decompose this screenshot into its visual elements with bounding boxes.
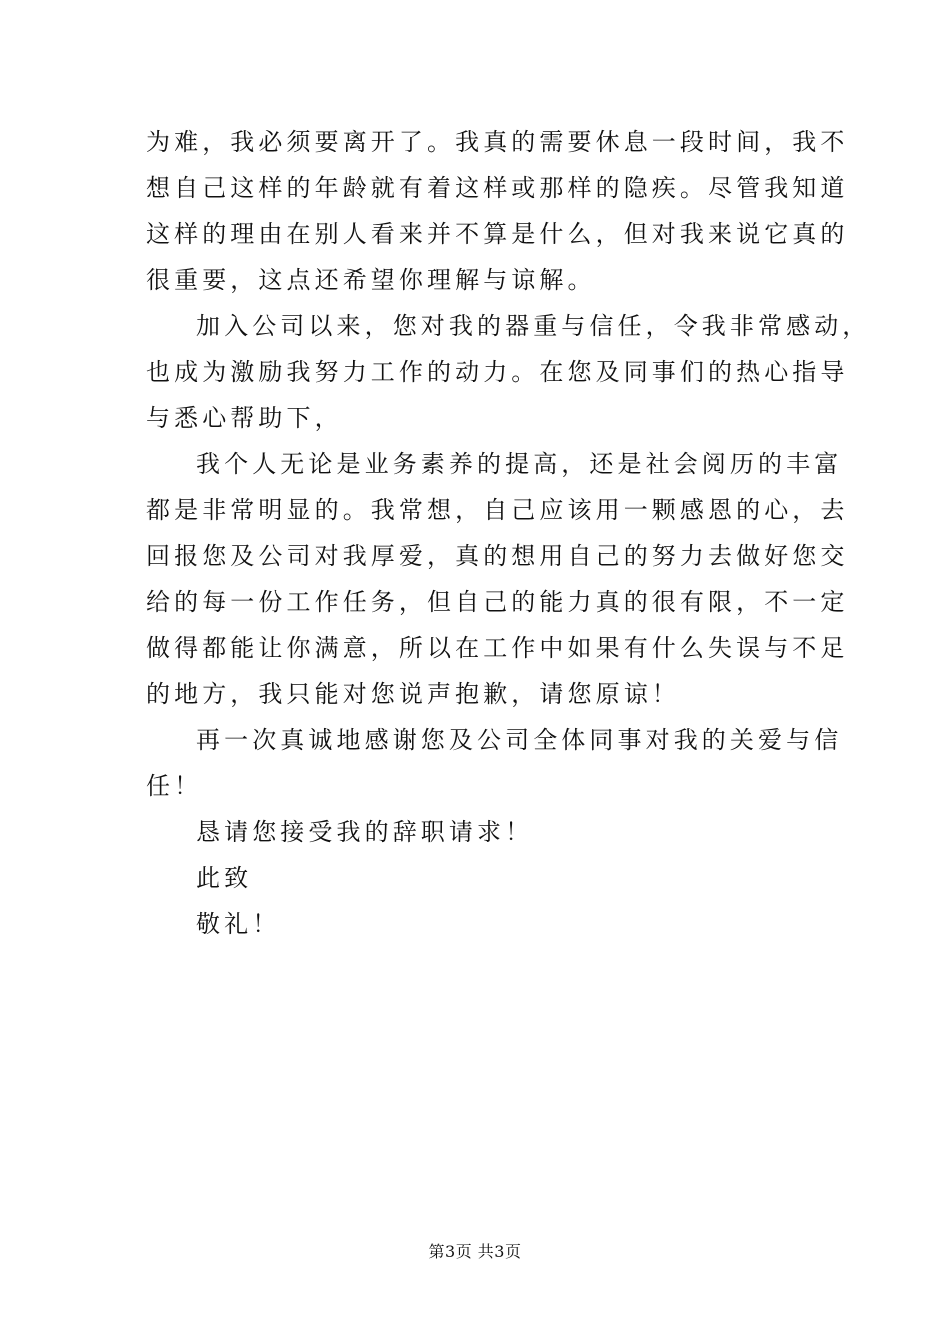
- paragraph-start-line: 我个人无论是业务素养的提高，还是社会阅历的丰富: [196, 450, 843, 478]
- body-text-line: 给的每一份工作任务，但自己的能力真的很有限，不一定: [146, 588, 849, 616]
- body-text-line: 都是非常明显的。我常想，自己应该用一颗感恩的心，去: [146, 496, 849, 524]
- request-line: 恳请您接受我的辞职请求！: [196, 818, 534, 846]
- body-text-line: 任！: [146, 772, 203, 800]
- body-text-line: 与悉心帮助下，: [146, 404, 343, 432]
- closing-line: 此致: [196, 864, 253, 892]
- salutation-line: 敬礼！: [196, 910, 281, 938]
- body-text-line: 很重要，这点还希望你理解与谅解。: [146, 266, 596, 294]
- page-number: 第3页 共3页: [428, 1242, 522, 1261]
- body-text-line: 的地方，我只能对您说声抱歉，请您原谅！: [146, 680, 680, 708]
- body-text-line: 为难，我必须要离开了。我真的需要休息一段时间，我不: [146, 128, 849, 156]
- body-text-line: 这样的理由在别人看来并不算是什么，但对我来说它真的: [146, 220, 849, 248]
- paragraph-start-line: 加入公司以来，您对我的器重与信任，令我非常感动，: [196, 312, 871, 340]
- body-text-line: 做得都能让你满意，所以在工作中如果有什么失误与不足: [146, 634, 849, 662]
- body-text-line: 也成为激励我努力工作的动力。在您及同事们的热心指导: [146, 358, 849, 386]
- body-text-line: 想自己这样的年龄就有着这样或那样的隐疾。尽管我知道: [146, 174, 849, 202]
- page-footer: [0, 1240, 950, 1264]
- paragraph-start-line: 再一次真诚地感谢您及公司全体同事对我的关爱与信: [196, 726, 843, 754]
- body-text-line: 回报您及公司对我厚爱，真的想用自己的努力去做好您交: [146, 542, 849, 570]
